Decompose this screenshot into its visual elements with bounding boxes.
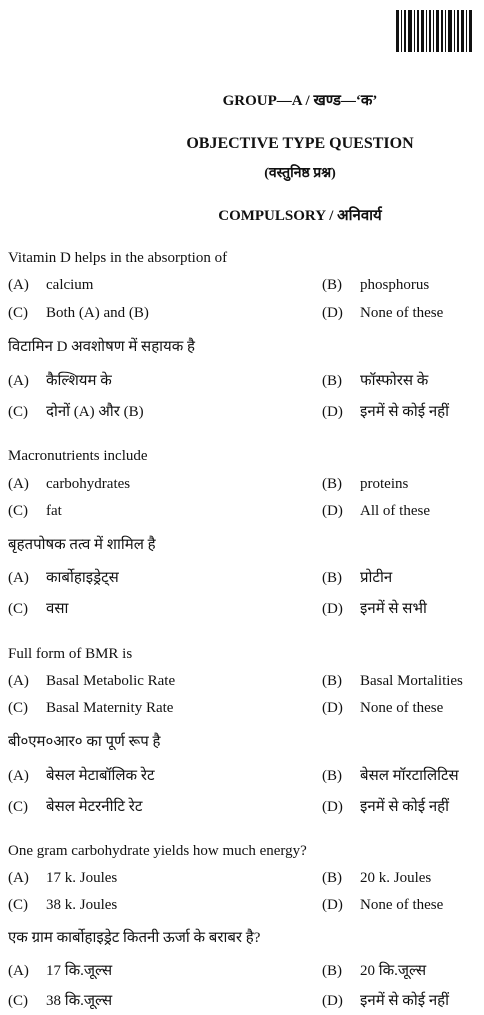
option-4c-hi: (C) 38 कि.जूल्स bbox=[8, 993, 113, 1009]
option-3b-en: (B) Basal Mortalities bbox=[322, 673, 463, 689]
question-2-en: Macronutrients include bbox=[8, 448, 148, 464]
option-3a-hi: (A) बेसल मेटाबॉलिक रेट bbox=[8, 768, 155, 784]
objective-heading-hindi: (वस्तुनिष्ठ प्रश्न) bbox=[264, 166, 336, 181]
objective-heading: OBJECTIVE TYPE QUESTION bbox=[186, 135, 414, 152]
option-2b-en: (B) proteins bbox=[322, 476, 409, 492]
option-1a-en: (A) calcium bbox=[8, 277, 94, 293]
option-3b-hi: (B) बेसल मॉरटालिटिस bbox=[322, 768, 459, 784]
option-1a-hi: (A) कैल्शियम के bbox=[8, 373, 112, 389]
option-1c-hi: (C) दोनों (A) और (B) bbox=[8, 404, 144, 420]
question-4-hi: एक ग्राम कार्बोहाइड्रेट कितनी ऊर्जा के बराबर है? bbox=[8, 930, 261, 946]
option-3d-en: (D) None of these bbox=[322, 700, 444, 716]
question-2-hi: बृहतपोषक तत्व में शामिल है bbox=[8, 537, 156, 553]
option-2a-en: (A) carbohydrates bbox=[8, 476, 131, 492]
option-1d-en: (D) None of these bbox=[322, 305, 444, 321]
option-1d-hi: (D) इनमें से कोई नहीं bbox=[322, 404, 449, 420]
option-4b-hi: (B) 20 कि.जूल्स bbox=[322, 963, 427, 979]
option-3c-en: (C) Basal Maternity Rate bbox=[8, 700, 174, 716]
option-2c-hi: (C) वसा bbox=[8, 601, 69, 617]
option-4a-hi: (A) 17 कि.जूल्स bbox=[8, 963, 113, 979]
option-2d-hi: (D) इनमें से सभी bbox=[322, 601, 427, 617]
option-1c-en: (C) Both (A) and (B) bbox=[8, 305, 149, 321]
option-2b-hi: (B) प्रोटीन bbox=[322, 570, 393, 586]
option-4d-hi: (D) इनमें से कोई नहीं bbox=[322, 993, 449, 1009]
question-4-en: One gram carbohydrate yields how much energy? bbox=[8, 843, 307, 859]
question-3-en: Full form of BMR is bbox=[8, 646, 133, 662]
question-1-en: Vitamin D helps in the absorption of bbox=[8, 250, 228, 266]
option-2d-en: (D) All of these bbox=[322, 503, 430, 519]
option-4d-en: (D) None of these bbox=[322, 897, 444, 913]
option-4a-en: (A) 17 k. Joules bbox=[8, 870, 118, 886]
option-2c-en: (C) fat bbox=[8, 503, 62, 519]
question-1-hi: विटामिन D अवशोषण में सहायक है bbox=[8, 339, 195, 355]
option-1b-en: (B) phosphorus bbox=[322, 277, 430, 293]
option-3c-hi: (C) बेसल मेटरनीटि रेट bbox=[8, 799, 143, 815]
option-3a-en: (A) Basal Metabolic Rate bbox=[8, 673, 176, 689]
compulsory-heading: COMPULSORY / अनिवार्य bbox=[218, 208, 382, 224]
option-1b-hi: (B) फॉस्फोरस के bbox=[322, 373, 429, 389]
option-3d-hi: (D) इनमें से कोई नहीं bbox=[322, 799, 449, 815]
option-4c-en: (C) 38 k. Joules bbox=[8, 897, 118, 913]
option-2a-hi: (A) कार्बोहाइड्रेट्स bbox=[8, 570, 119, 586]
question-3-hi: बी०एम०आर० का पूर्ण रूप है bbox=[8, 734, 161, 750]
barcode bbox=[396, 10, 472, 52]
option-4b-en: (B) 20 k. Joules bbox=[322, 870, 432, 886]
group-heading: GROUP—A / खण्ड—‘क’ bbox=[222, 93, 378, 109]
